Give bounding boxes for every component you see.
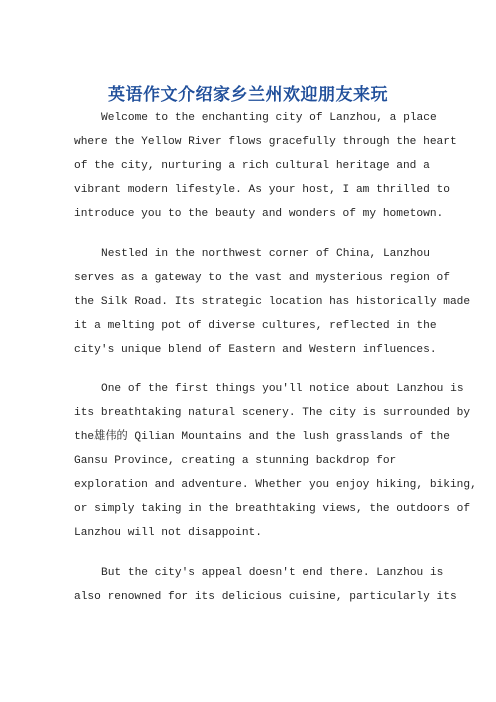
paragraph-1-line-2: where the Yellow River flows gracefully through the heart: [74, 136, 457, 148]
paragraph-3-line-1: One of the first things you'll notice about Lanzhou is: [101, 383, 464, 395]
paragraph-1-line-4: vibrant modern lifestyle. As your host, I am thrilled to: [74, 184, 450, 196]
paragraph-1-line-5: introduce you to the beauty and wonders of my hometown.: [74, 208, 444, 220]
paragraph-2-line-5: city's unique blend of Eastern and Western influences.: [74, 344, 437, 356]
paragraph-3-line-7: Lanzhou will not disappoint.: [74, 527, 262, 539]
paragraph-4-line-1: But the city's appeal doesn't end there. Lanzhou is: [101, 567, 444, 579]
paragraph-2-line-3: the Silk Road. Its strategic location has historically made: [74, 296, 471, 308]
paragraph-3-line-5: exploration and adventure. Whether you enjoy hiking, biking,: [74, 479, 477, 491]
paragraph-3-line-3: the雄伟的 Qilian Mountains and the lush grasslands of the: [74, 431, 450, 443]
paragraph-2-line-1: Nestled in the northwest corner of China, Lanzhou: [101, 248, 430, 260]
paragraph-4-line-2: also renowned for its delicious cuisine, particularly its: [74, 591, 457, 603]
paragraph-1-line-3: of the city, nurturing a rich cultural heritage and a: [74, 160, 430, 172]
document-title: 英语作文介绍家乡兰州欢迎朋友来玩: [108, 85, 388, 105]
paragraph-1-line-1: Welcome to the enchanting city of Lanzhou, a place: [101, 112, 437, 124]
paragraph-2-line-4: it a melting pot of diverse cultures, reflected in the: [74, 320, 437, 332]
paragraph-2-line-2: serves as a gateway to the vast and mysterious region of: [74, 272, 450, 284]
paragraph-3-line-2: its breathtaking natural scenery. The city is surrounded by: [74, 407, 471, 419]
paragraph-3-line-6: or simply taking in the breathtaking views, the outdoors of: [74, 503, 471, 515]
paragraph-3-line-4: Gansu Province, creating a stunning backdrop for: [74, 455, 397, 467]
